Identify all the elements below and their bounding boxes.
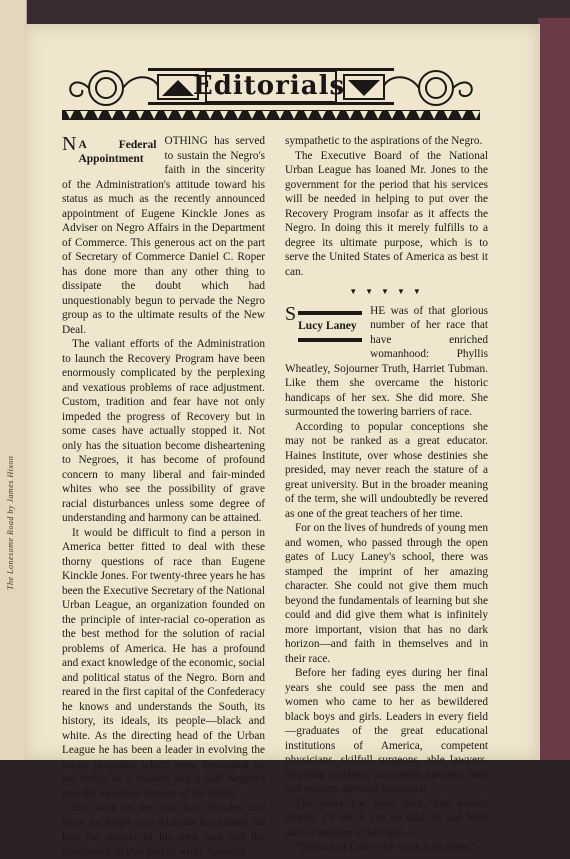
paragraph: Before her fading eyes during her final years she could see pass the men and women who came to her as bewildered black boys and girls. Leaders in every field—graduates of the great educational institutions of America, competent physicians, skilfull surgeons, able lawyers, inspiring teachers, successful business men and women, devoted ministers! [285, 667, 488, 795]
left-column [62, 134, 265, 859]
book-cover-edge [538, 18, 570, 760]
right-column [285, 134, 488, 855]
spine-caption: The Lonesome Road by James Hixon [6, 455, 15, 590]
paragraph: The years had been hard. She earned respite. Of her it can be said, as has been said of another of her race— [285, 797, 488, 839]
side-heading-block [298, 306, 362, 346]
paragraph-text: OTHING has served to sustain the Negro's faith in the sincerity of the Administration's attitude toward his status as much as the recently announced appointment of Eugene Kinckle Jones as Adviser on Negro Affairs in the Department of Commerce. This generous act on the part of Secretary of Commerce Daniel C. Roper has done more than any other thing to dissipate the doubt which had unquestionably begun to pervade the Negro group as to the ultimate results of the New Deal. [62, 135, 265, 336]
section-separator: ▼ ▼ ▼ ▼ ▼ [349, 287, 424, 296]
paragraph: The valiant efforts of the Administration to launch the Recovery Program have been enormously complicated by the perplexing and vexatious problems of race adjustment. Custom, tradition and fear have not only impeded the progress of Recovery but in some cases have actually stopped it. Not only has the situation become disheartening to Negroes, it has become of profound concern to many liberal and fair-minded whites who see the possibility of grave racial disturbances unless some degree of understanding and harmony can be attained. [62, 338, 265, 524]
section-title: Editorials [192, 71, 346, 101]
rule-divider [298, 311, 362, 315]
paragraph-text: HE was of that glorious number of her race that have enriched womanhood: Phyllis Wheatley, Sojourner Truth, Harriet Tubman. Like them she overcame the historic handicaps of her sex. She did more. She surmounted the towering barriers of race. [285, 304, 488, 418]
drop-cap: S [285, 302, 297, 325]
article-federal-appointment-opening [62, 134, 265, 337]
editorials-banner [62, 62, 480, 124]
rule-divider [298, 338, 362, 342]
article-lucy-laney-opening [285, 304, 488, 420]
drop-cap: N [62, 133, 77, 155]
book-binding [0, 0, 27, 760]
side-heading: A Federal Appointment [78, 139, 157, 165]
paragraph: For on the lives of hundreds of young men and women, who passed through the open gates of Lucy Laney's school, there was stamped the imprint of her amazing character. She could not give them much beyond the fundamentals of learning but she could and did give them what is infinitely more important, vision that has no dark horizon—and faith in themselves and in their race. [285, 522, 488, 665]
paragraph: His work in the past two decades and more for better race relations has earned for him the respect of his own race and the confidence of that part of white America [62, 802, 265, 858]
paragraph: It would be difficult to find a person in America better fitted to deal with these thorny questions of race than Eugene Kinckle Jones. For twenty-three years he has been the Executive Secretary of the National Urban League, an organization founded on the principle of inter-racial co-operation as the best method for the solution of racial problems of America. He has a profound and exact knowledge of the economic, social and political status of the Negro. Born and reared in the first capital of the Confederacy he knows and understands the South, its history, its ideals, its people—black and white. As the directing head of the Urban League he has been a leader in evolving the social programs which were demanded by the influx of a million and a half Negroes into the industrial centers of the North. [62, 526, 265, 800]
side-heading: Lucy Laney [298, 319, 357, 332]
paragraph-continued: sympathetic to the aspirations of the Negro. [285, 135, 483, 147]
paragraph: According to popular conceptions she may not be ranked as a great educator. Haines Institute, over whose destinies she presided, may never reach the stature of a great university. But in the broader meaning of the term, she will undoubtedly be revered as one of the great teachers of her time. [285, 420, 488, 520]
closing-quote: “Servant of God—thy work well done.” [295, 841, 476, 853]
paragraph: The Executive Board of the National Urban League has loaned Mr. Jones to the government for the period that his services will be needed in helping to put over the Recovery Program insofar as it affects the Negro. In doing this it merely fulfills to a degree its ultimate purpose, which is to serve the United States of America as best it can. [285, 149, 488, 278]
